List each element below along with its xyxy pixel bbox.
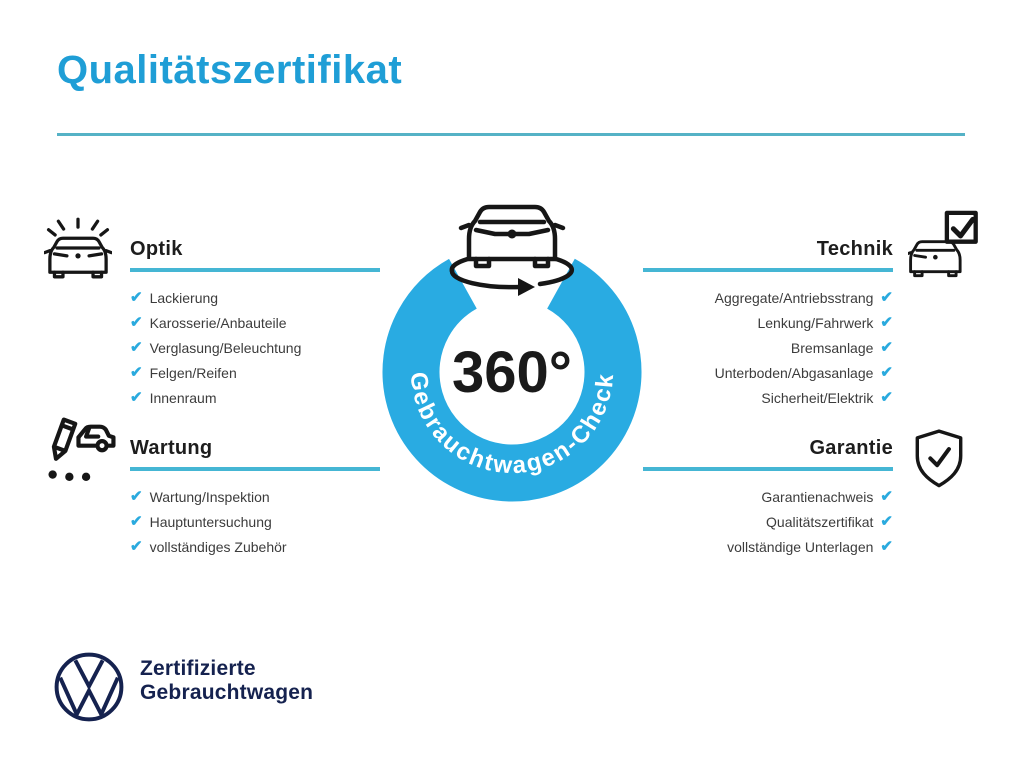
checklist-item-label: Innenraum	[149, 389, 217, 406]
checklist-item-label: Wartung/Inspektion	[149, 488, 270, 505]
checklist-item	[643, 484, 893, 509]
checklist-item	[643, 310, 893, 335]
wartung-checklist	[130, 484, 380, 559]
car-checkbox-icon	[908, 210, 980, 282]
checklist-item-label: vollständige Unterlagen	[727, 538, 874, 555]
checklist-item-label: Sicherheit/Elektrik	[761, 389, 874, 406]
checklist-item	[643, 534, 893, 559]
check-icon: ✔	[130, 389, 143, 406]
garantie-checklist	[643, 484, 893, 559]
checklist-item-label: Verglasung/Beleuchtung	[149, 339, 302, 356]
check-icon: ✔	[130, 364, 143, 381]
section-title-garantie: Garantie	[809, 437, 893, 459]
check-icon: ✔	[130, 289, 143, 306]
vw-logo	[53, 651, 125, 723]
brand-line-2: Gebrauchtwagen	[140, 681, 314, 704]
section-divider	[643, 467, 893, 471]
checklist-item	[130, 360, 380, 385]
optik-checklist	[130, 285, 380, 410]
check-icon: ✔	[880, 364, 893, 381]
section-title-optik: Optik	[130, 238, 183, 260]
section-wartung	[130, 437, 380, 559]
checklist-item	[643, 335, 893, 360]
check-icon: ✔	[880, 538, 893, 555]
checklist-item	[130, 534, 380, 559]
check-icon: ✔	[880, 513, 893, 530]
checklist-item	[130, 484, 380, 509]
title-divider	[57, 133, 965, 136]
check-icon: ✔	[130, 314, 143, 331]
brand-line-1: Zertifizierte	[140, 657, 256, 680]
checklist-item	[130, 385, 380, 410]
section-divider	[643, 268, 893, 272]
check-icon: ✔	[880, 339, 893, 356]
section-garantie	[643, 437, 893, 559]
checklist-item	[643, 385, 893, 410]
check-icon: ✔	[880, 289, 893, 306]
checklist-item-label: Lenkung/Fahrwerk	[757, 314, 874, 331]
checklist-item-label: Aggregate/Antriebsstrang	[714, 289, 874, 306]
check-icon: ✔	[130, 538, 143, 555]
360-check-badge	[372, 185, 652, 515]
check-icon: ✔	[130, 488, 143, 505]
shield-check-icon	[908, 422, 970, 496]
checklist-item-label: Hauptuntersuchung	[149, 513, 272, 530]
section-divider	[130, 467, 380, 471]
check-icon: ✔	[130, 339, 143, 356]
check-icon: ✔	[130, 513, 143, 530]
technik-checklist	[643, 285, 893, 410]
badge-value: 360°	[452, 340, 572, 405]
car-360-rotation-icon	[452, 207, 572, 296]
checklist-item	[643, 285, 893, 310]
section-technik	[643, 238, 893, 410]
checklist-item-label: Lackierung	[149, 289, 219, 306]
checklist-item-label: vollständiges Zubehör	[149, 538, 287, 555]
checklist-item	[130, 335, 380, 360]
checklist-item-label: Garantienachweis	[761, 488, 874, 505]
checklist-item-label: Unterboden/Abgasanlage	[714, 364, 874, 381]
check-icon: ✔	[880, 389, 893, 406]
page-title: Qualitätszertifikat	[57, 48, 403, 92]
service-note-icon	[42, 416, 118, 486]
check-icon: ✔	[880, 488, 893, 505]
checklist-item-label: Bremsanlage	[790, 339, 874, 356]
ring-label: Gebrauchtwagen-Check	[404, 370, 620, 480]
checklist-item	[130, 310, 380, 335]
checklist-item	[130, 509, 380, 534]
checklist-item	[643, 360, 893, 385]
checklist-item	[643, 509, 893, 534]
sparkling-car-icon	[44, 208, 112, 292]
check-icon: ✔	[880, 314, 893, 331]
checklist-item-label: Felgen/Reifen	[149, 364, 237, 381]
section-divider	[130, 268, 380, 272]
checklist-item-label: Karosserie/Anbauteile	[149, 314, 287, 331]
checklist-item	[130, 285, 380, 310]
checklist-item-label: Qualitätszertifikat	[766, 513, 874, 530]
section-title-wartung: Wartung	[130, 437, 213, 459]
section-title-technik: Technik	[816, 238, 893, 260]
section-optik	[130, 238, 380, 410]
brand-text	[140, 657, 313, 705]
